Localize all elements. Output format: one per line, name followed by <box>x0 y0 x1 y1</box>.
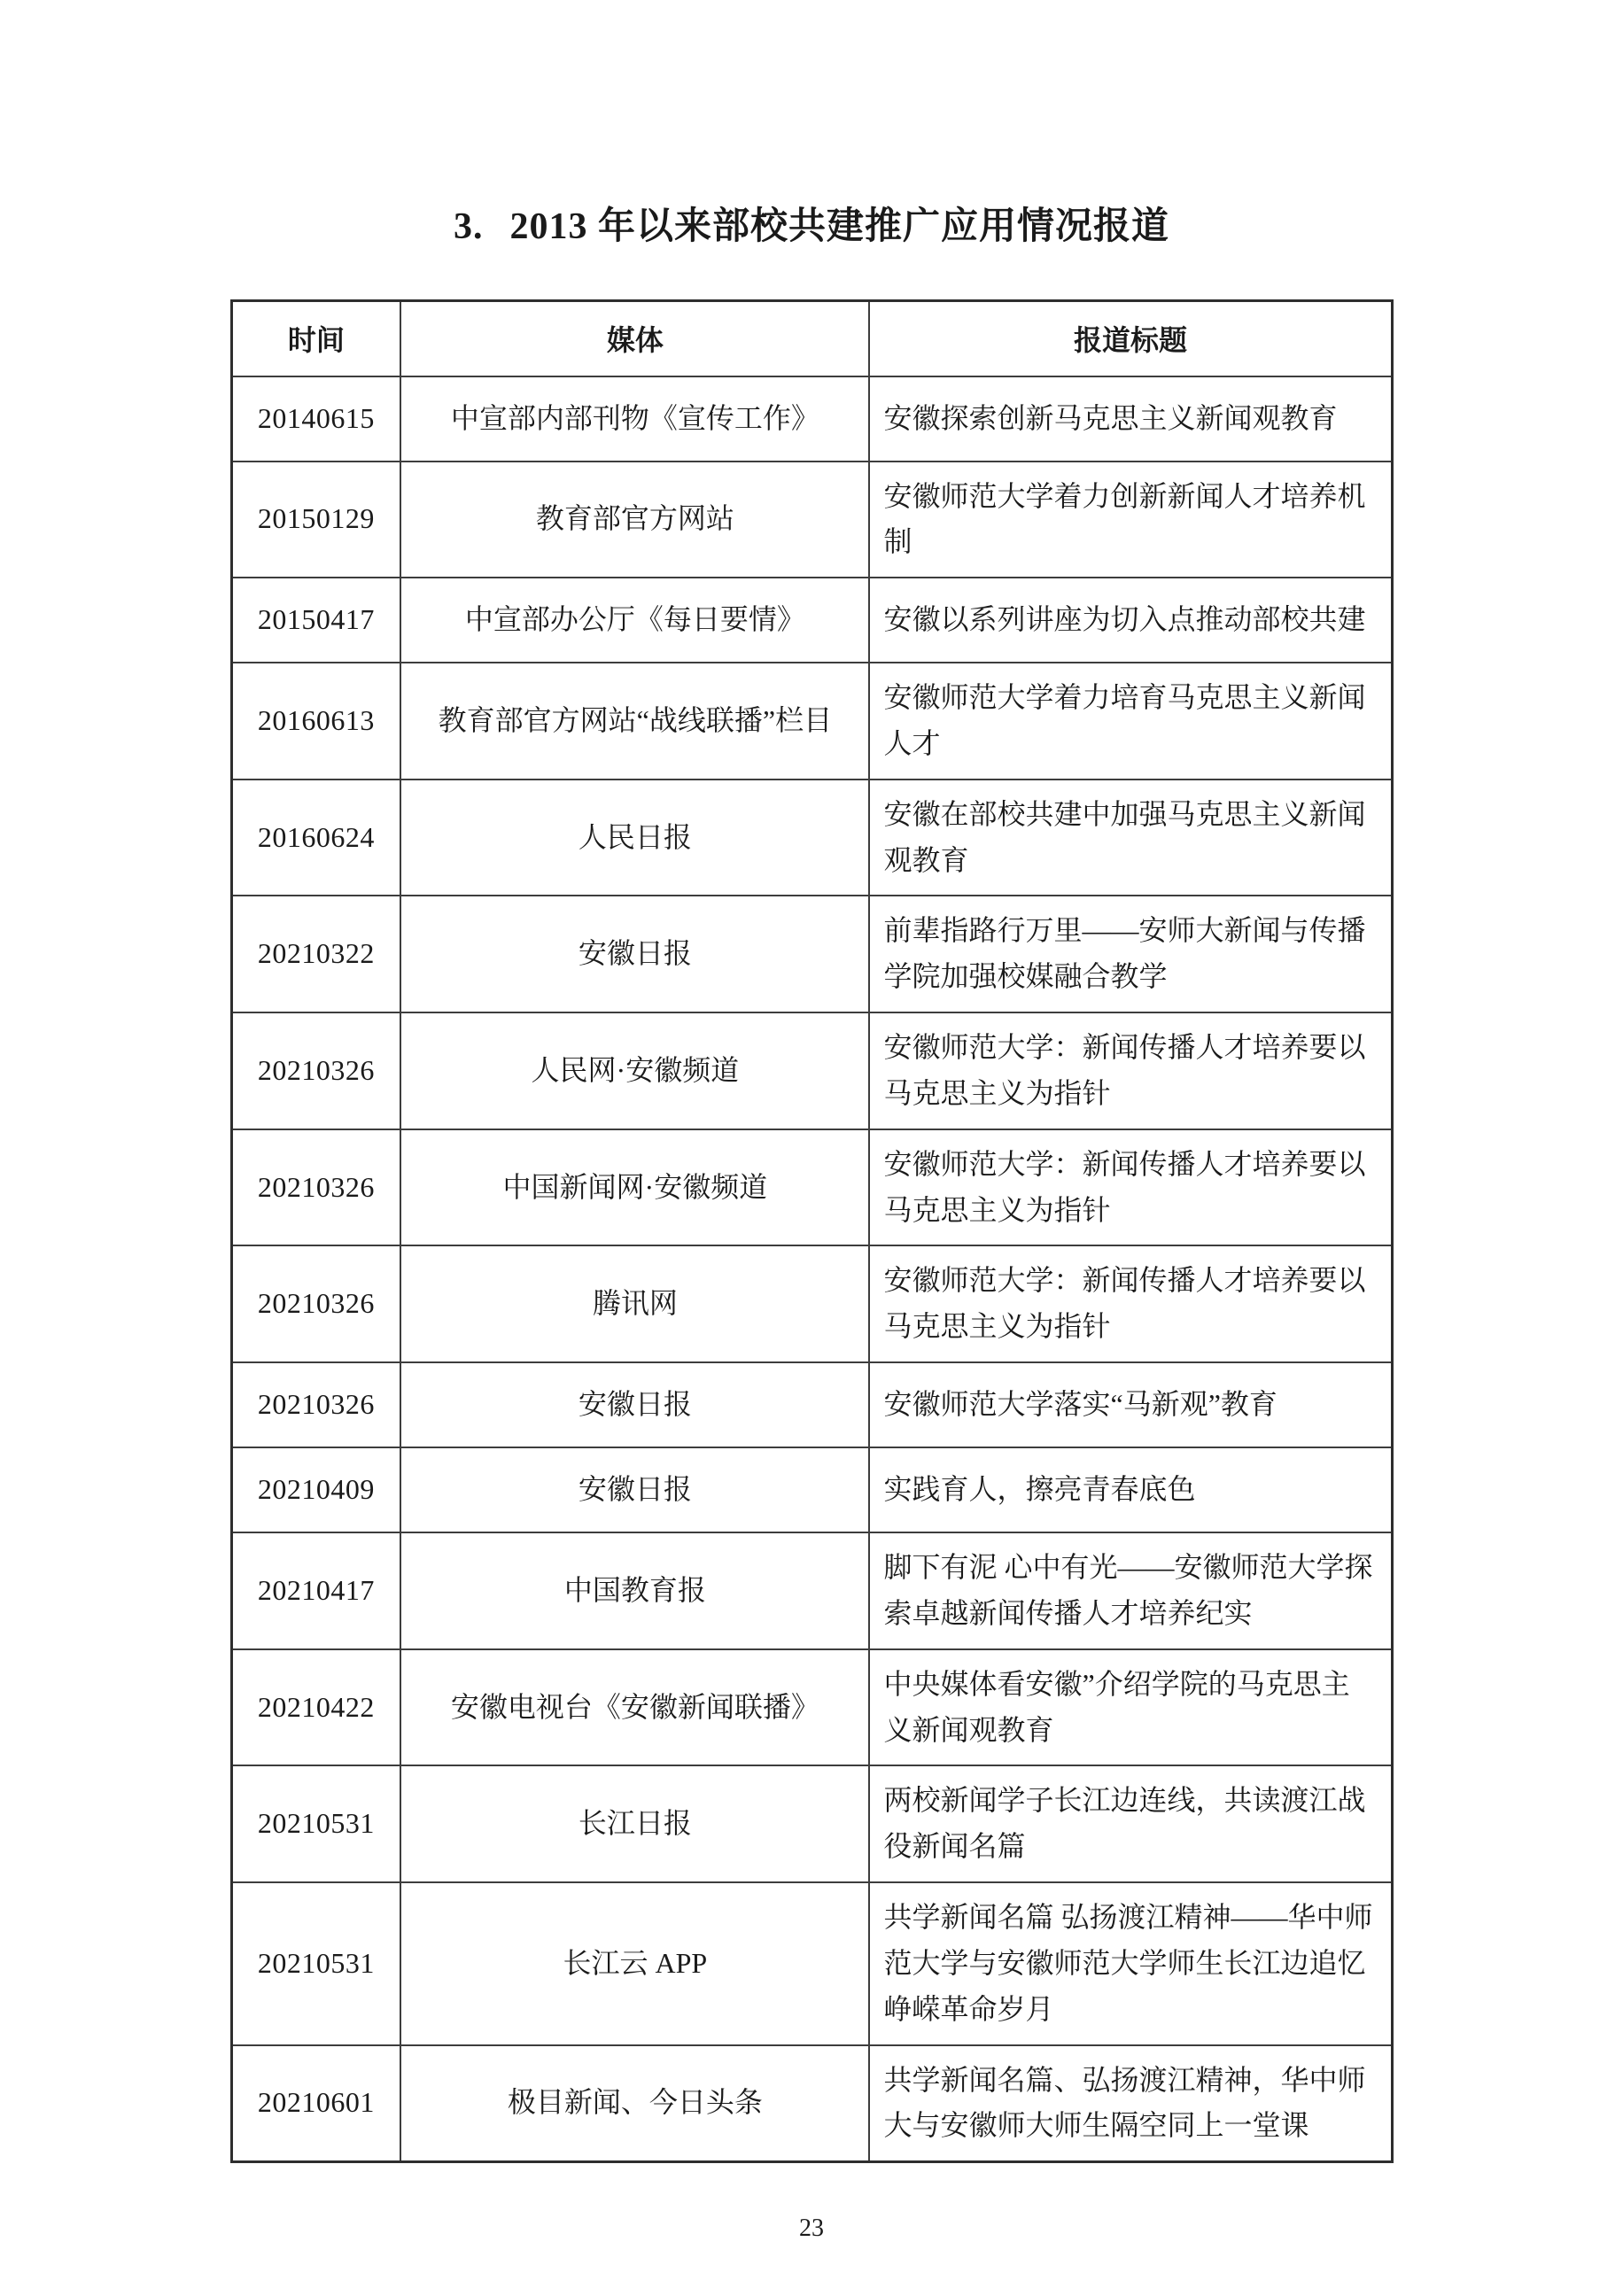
cell-title: 两校新闻学子长江边连线，共读渡江战役新闻名篇 <box>869 1765 1392 1882</box>
cell-title: 前辈指路行万里——安师大新闻与传播学院加强校媒融合教学 <box>869 896 1392 1012</box>
table-row <box>231 1012 1392 1129</box>
cell-title: 安徽师范大学：新闻传播人才培养要以马克思主义为指针 <box>869 1012 1392 1129</box>
cell-time: 20210531 <box>231 1765 400 1882</box>
title-text: 2013 年以来部校共建推广应用情况报道 <box>509 206 1169 247</box>
cell-title: 共学新闻名篇、弘扬渡江精神，华中师大与安徽师大师生隔空同上一堂课 <box>869 2045 1392 2162</box>
cell-time: 20210417 <box>231 1532 400 1649</box>
table-row <box>231 1447 1392 1532</box>
cell-media: 教育部官方网站“战线联播”栏目 <box>400 663 869 780</box>
cell-media: 安徽电视台《安徽新闻联播》 <box>400 1649 869 1766</box>
cell-title: 安徽探索创新马克思主义新闻观教育 <box>869 376 1392 462</box>
cell-media: 教育部官方网站 <box>400 462 869 578</box>
cell-time: 20210326 <box>231 1245 400 1362</box>
cell-media: 腾讯网 <box>400 1245 869 1362</box>
table-row <box>231 1245 1392 1362</box>
cell-title: 脚下有泥 心中有光——安徽师范大学探索卓越新闻传播人才培养纪实 <box>869 1532 1392 1649</box>
cell-time: 20210326 <box>231 1129 400 1246</box>
cell-time: 20160613 <box>231 663 400 780</box>
table-row <box>231 1129 1392 1246</box>
cell-time: 20140615 <box>231 376 400 462</box>
table-row <box>231 896 1392 1012</box>
page-title <box>0 197 1623 250</box>
table-row <box>231 376 1392 462</box>
cell-time: 20210409 <box>231 1447 400 1532</box>
cell-time: 20210422 <box>231 1649 400 1766</box>
cell-media: 中国新闻网·安徽频道 <box>400 1129 869 1246</box>
cell-time: 20210531 <box>231 1882 400 2044</box>
table-row <box>231 578 1392 663</box>
table-header-row <box>231 301 1392 376</box>
cell-media: 人民日报 <box>400 780 869 896</box>
cell-title: 安徽以系列讲座为切入点推动部校共建 <box>869 578 1392 663</box>
cell-media: 中宣部内部刊物《宣传工作》 <box>400 376 869 462</box>
cell-media: 中国教育报 <box>400 1532 869 1649</box>
col-header-time: 时间 <box>231 301 400 376</box>
cell-title: 安徽师范大学：新闻传播人才培养要以马克思主义为指针 <box>869 1129 1392 1246</box>
cell-title: 共学新闻名篇 弘扬渡江精神——华中师范大学与安徽师范大学师生长江边追忆峥嵘革命岁月 <box>869 1882 1392 2044</box>
cell-media: 安徽日报 <box>400 1362 869 1447</box>
cell-time: 20150129 <box>231 462 400 578</box>
table-row <box>231 1532 1392 1649</box>
cell-title: 安徽师范大学着力创新新闻人才培养机制 <box>869 462 1392 578</box>
table-row <box>231 1362 1392 1447</box>
table-row <box>231 1765 1392 1882</box>
table-row <box>231 462 1392 578</box>
col-header-media: 媒体 <box>400 301 869 376</box>
cell-time: 20210326 <box>231 1362 400 1447</box>
table-row <box>231 780 1392 896</box>
cell-media: 安徽日报 <box>400 896 869 1012</box>
cell-time: 20210326 <box>231 1012 400 1129</box>
table-row <box>231 1649 1392 1766</box>
cell-time: 20210322 <box>231 896 400 1012</box>
col-header-report-title: 报道标题 <box>869 301 1392 376</box>
cell-media: 极目新闻、今日头条 <box>400 2045 869 2162</box>
cell-time: 20160624 <box>231 780 400 896</box>
table-row <box>231 2045 1392 2162</box>
cell-title: 安徽师范大学着力培育马克思主义新闻人才 <box>869 663 1392 780</box>
cell-title: 安徽师范大学：新闻传播人才培养要以马克思主义为指针 <box>869 1245 1392 1362</box>
cell-media: 中宣部办公厅《每日要情》 <box>400 578 869 663</box>
cell-title: 中央媒体看安徽”介绍学院的马克思主义新闻观教育 <box>869 1649 1392 1766</box>
cell-title: 安徽在部校共建中加强马克思主义新闻观教育 <box>869 780 1392 896</box>
reports-table <box>230 299 1394 2163</box>
cell-media: 长江日报 <box>400 1765 869 1882</box>
table-row <box>231 1882 1392 2044</box>
cell-media: 长江云 APP <box>400 1882 869 2044</box>
cell-time: 20150417 <box>231 578 400 663</box>
table-row <box>231 663 1392 780</box>
title-number: 3. <box>453 206 484 247</box>
page-number: 23 <box>799 2215 824 2243</box>
cell-media: 安徽日报 <box>400 1447 869 1532</box>
cell-time: 20210601 <box>231 2045 400 2162</box>
cell-title: 安徽师范大学落实“马新观”教育 <box>869 1362 1392 1447</box>
cell-media: 人民网·安徽频道 <box>400 1012 869 1129</box>
cell-title: 实践育人，擦亮青春底色 <box>869 1447 1392 1532</box>
